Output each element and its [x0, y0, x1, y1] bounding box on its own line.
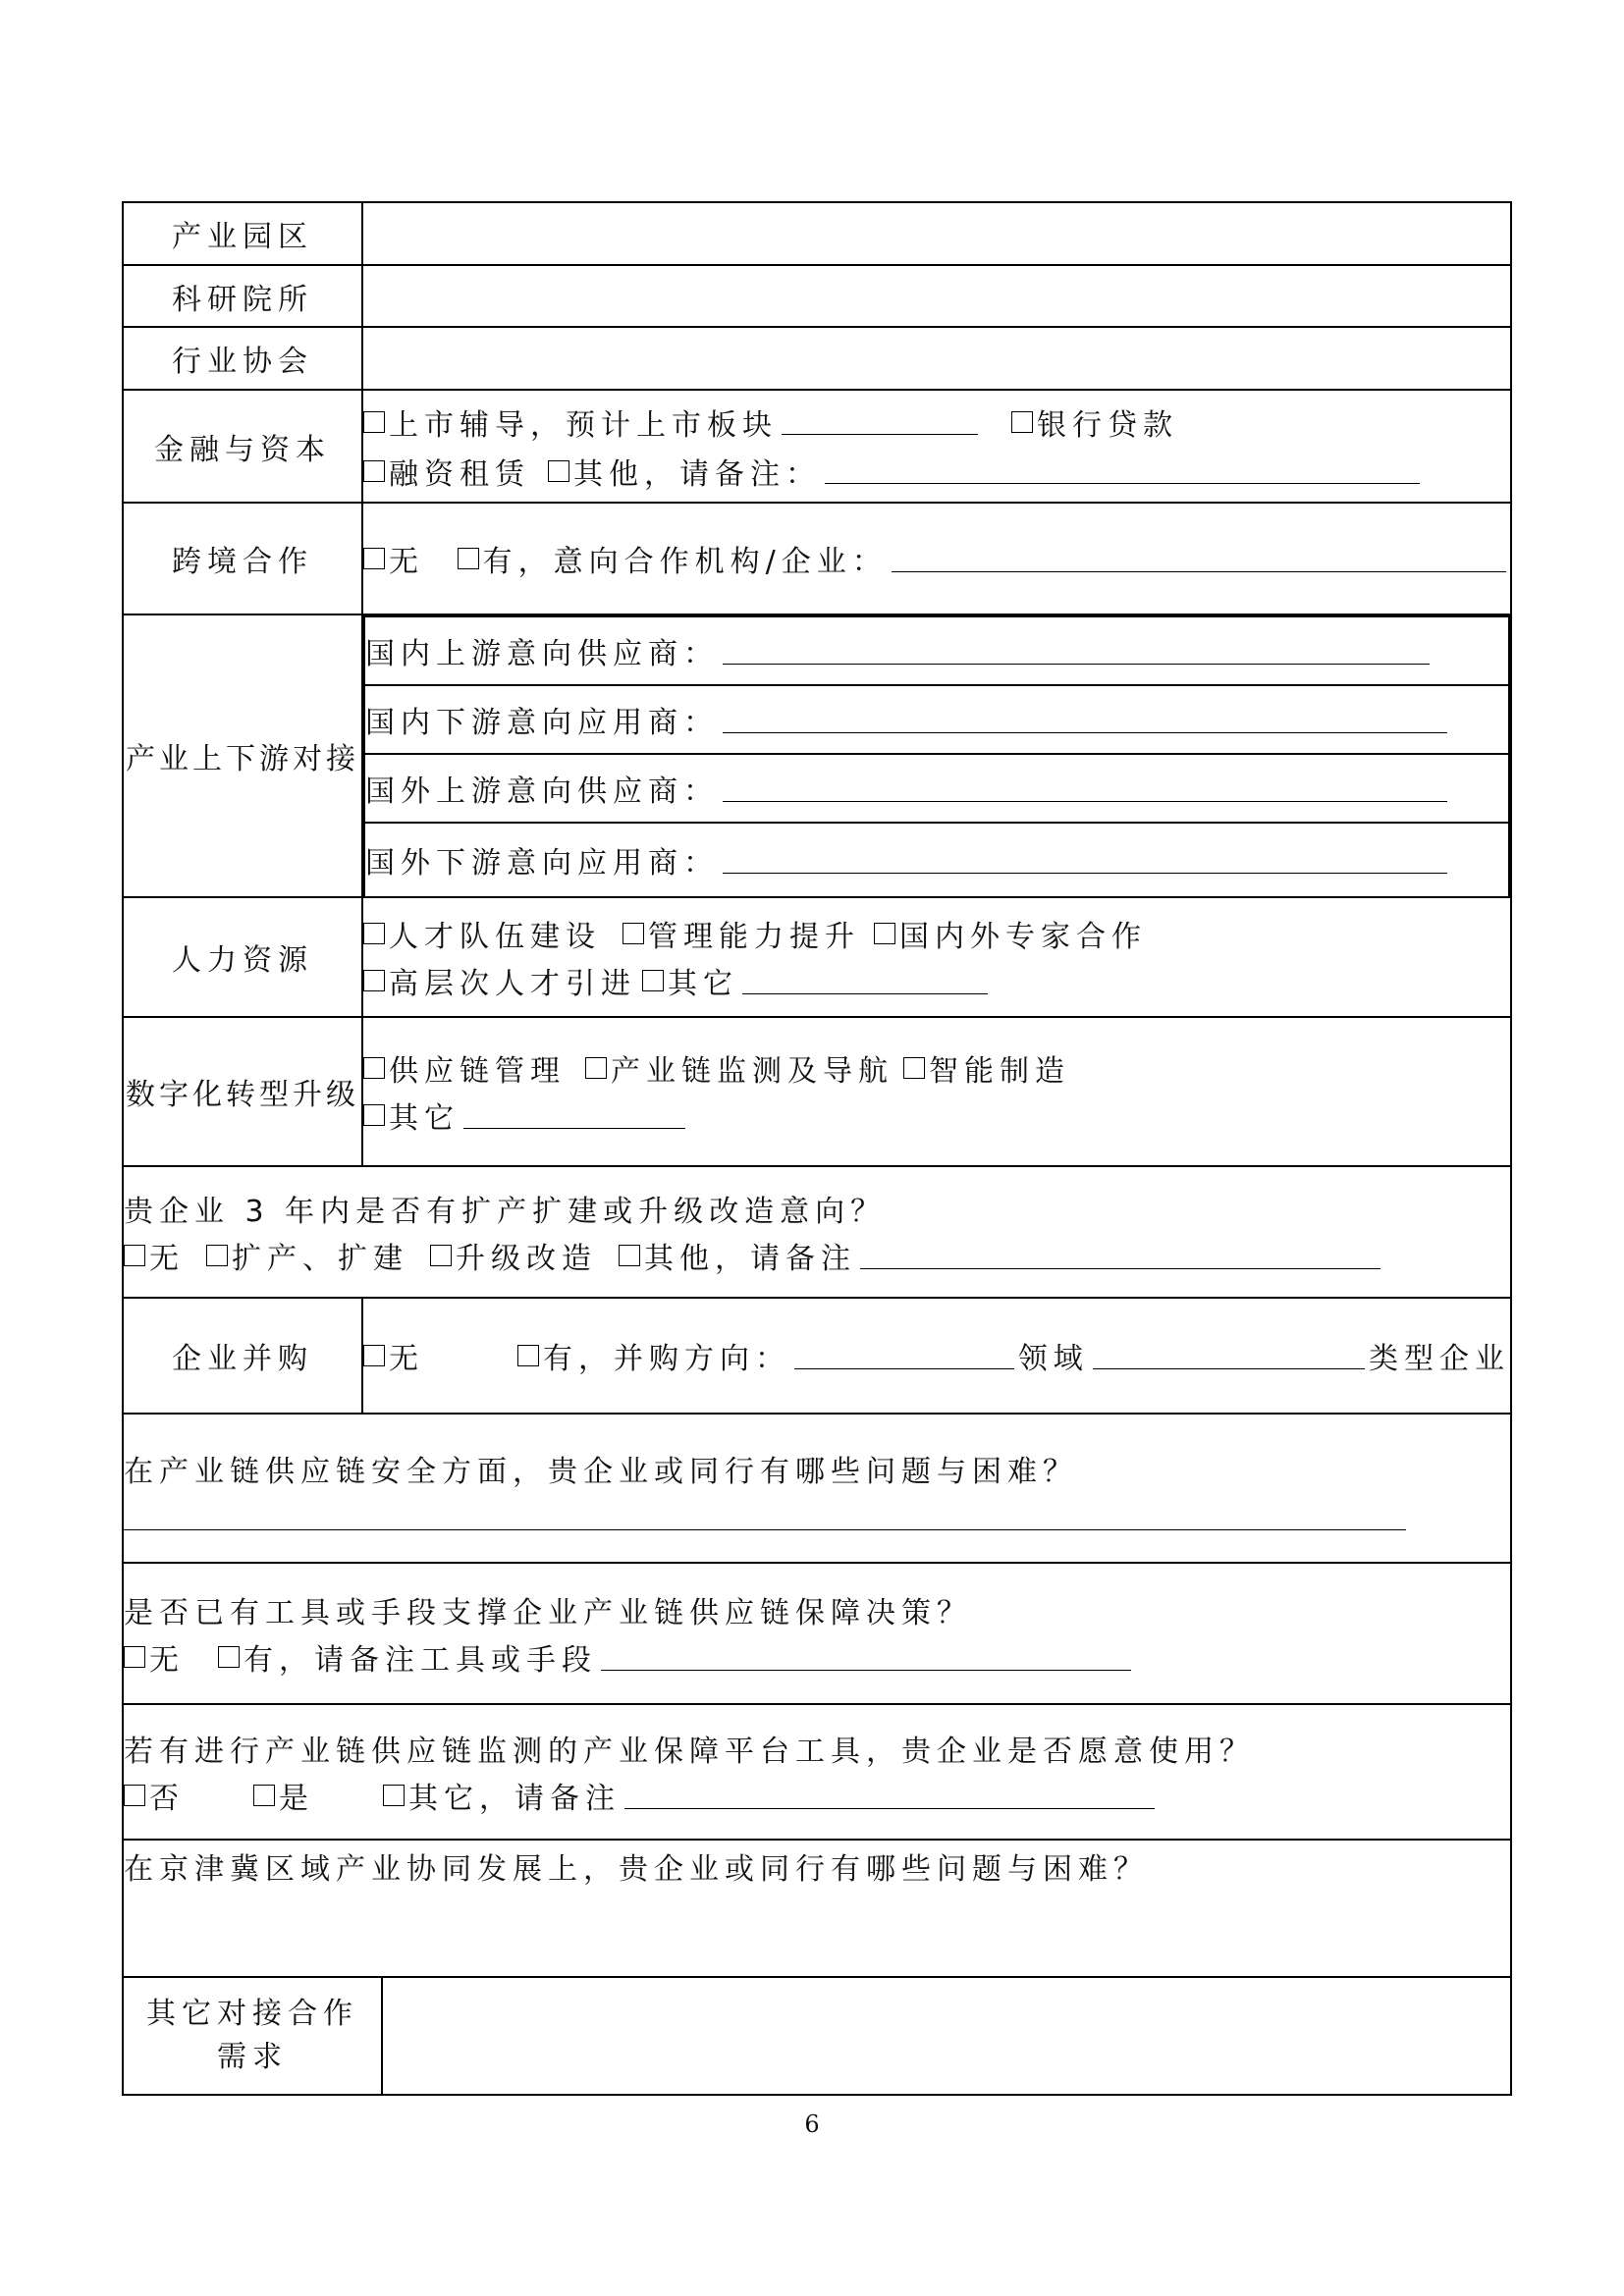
label-other-needs [123, 1977, 382, 2095]
checkbox-mna-none[interactable] [363, 1345, 385, 1366]
opt-hr-other: 其它 [668, 967, 738, 1001]
mna-type-label: 类型企业 [1369, 1342, 1510, 1376]
domestic-downstream-label: 国内下游意向应用商： [365, 706, 719, 740]
label-finance: 金融与资本 [123, 390, 362, 503]
row-industry-association [123, 327, 1511, 390]
row-research-institute [123, 265, 1511, 327]
opt-tools-none: 无 [149, 1643, 185, 1678]
blank-finance-other[interactable] [825, 457, 1420, 484]
blank-listing-board[interactable] [782, 408, 978, 435]
opt-finance-other: 其他，请备注： [573, 456, 821, 492]
checkbox-digital-smart[interactable] [903, 1057, 925, 1079]
opt-cross-none: 无 [389, 545, 424, 579]
opt-expansion-upgrade: 升级改造 [456, 1242, 597, 1276]
expansion-question: 贵企业 3 年内是否有扩产扩建或升级改造意向？ [124, 1195, 887, 1229]
opt-expansion-other: 其他，请备注 [644, 1242, 856, 1276]
checkbox-listing[interactable] [363, 411, 385, 433]
blank-tools[interactable] [601, 1644, 1131, 1671]
blank-hr-other[interactable] [742, 968, 988, 994]
row-supply-chain [123, 1414, 1511, 1563]
blank-digital-other[interactable] [463, 1102, 685, 1129]
row-industrial-park [123, 202, 1511, 265]
checkbox-bank-loan[interactable] [1011, 411, 1033, 433]
checkbox-expansion-upgrade[interactable] [430, 1245, 452, 1266]
opt-expansion-expand: 扩产、扩建 [232, 1242, 408, 1276]
supply-chain-question: 在产业链供应链安全方面，贵企业或同行有哪些问题与困难？ [124, 1454, 1078, 1489]
form-page [122, 201, 1512, 2096]
checkbox-leasing[interactable] [363, 460, 385, 482]
opt-digital-smart: 智能制造 [929, 1054, 1070, 1089]
checkbox-expansion-other[interactable] [619, 1245, 640, 1266]
blank-domestic-upstream[interactable] [723, 638, 1430, 665]
blank-supply-chain-answer[interactable] [124, 1504, 1406, 1530]
opt-digital-other: 其它 [389, 1101, 460, 1136]
checkbox-finance-other[interactable] [548, 460, 569, 482]
checkbox-hr-talent[interactable] [363, 970, 385, 991]
checkbox-hr-experts[interactable] [874, 923, 895, 944]
opt-hr-mgmt: 管理能力提升 [648, 920, 860, 954]
label-mna: 企业并购 [123, 1298, 362, 1414]
survey-table [122, 201, 1512, 2096]
row-upstream-downstream [123, 614, 1511, 897]
blank-mna-direction[interactable] [794, 1343, 1014, 1369]
checkbox-expansion-none[interactable] [124, 1245, 145, 1266]
row-platform [123, 1704, 1511, 1840]
opt-digital-scm: 供应链管理 [389, 1054, 566, 1089]
label-industrial-park: 产业园区 [123, 202, 362, 265]
row-cross-border [123, 503, 1511, 614]
opt-hr-experts: 国内外专家合作 [899, 920, 1147, 954]
opt-mna-none: 无 [389, 1342, 424, 1376]
checkbox-platform-other[interactable] [383, 1785, 405, 1806]
finance-options [362, 390, 1511, 503]
checkbox-platform-yes[interactable] [253, 1785, 275, 1806]
blank-platform-other[interactable] [624, 1783, 1155, 1809]
checkbox-digital-scm[interactable] [363, 1057, 385, 1079]
row-mna [123, 1298, 1511, 1414]
platform-question: 若有进行产业链供应链监测的产业保障平台工具，贵企业是否愿意使用？ [124, 1735, 1255, 1769]
opt-platform-other: 其它，请备注 [408, 1782, 621, 1816]
checkbox-expansion-expand[interactable] [206, 1245, 228, 1266]
label-industry-association: 行业协会 [123, 327, 362, 390]
row-digital [123, 1017, 1511, 1166]
foreign-upstream-label: 国外上游意向供应商： [365, 774, 719, 809]
checkbox-hr-team[interactable] [363, 923, 385, 944]
opt-expansion-none: 无 [149, 1242, 185, 1276]
checkbox-cross-yes[interactable] [458, 548, 479, 569]
opt-digital-monitor: 产业链监测及导航 [611, 1054, 893, 1089]
input-industrial-park[interactable] [362, 202, 1511, 265]
blank-expansion-other[interactable] [860, 1243, 1380, 1269]
foreign-downstream-label: 国外下游意向应用商： [365, 846, 719, 881]
other-needs-line2: 需求 [217, 2040, 288, 2074]
opt-listing: 上市辅导，预计上市板块 [389, 407, 778, 443]
row-jjj [123, 1840, 1511, 1977]
opt-hr-team: 人才队伍建设 [389, 920, 601, 954]
opt-leasing: 融资租赁 [389, 456, 530, 492]
blank-mna-field[interactable] [1093, 1343, 1365, 1369]
row-other-needs [123, 1977, 1511, 2095]
checkbox-digital-other[interactable] [363, 1104, 385, 1126]
opt-bank-loan: 银行贷款 [1037, 407, 1178, 443]
blank-cross-partner[interactable] [892, 546, 1506, 572]
checkbox-hr-other[interactable] [642, 970, 664, 991]
input-industry-association[interactable] [362, 327, 1511, 390]
checkbox-tools-yes[interactable] [218, 1646, 240, 1668]
label-hr: 人力资源 [123, 897, 362, 1017]
jjj-question: 在京津冀区域产业协同发展上，贵企业或同行有哪些问题与困难？ [124, 1852, 1149, 1887]
checkbox-platform-no[interactable] [124, 1785, 145, 1806]
label-upstream-downstream: 产业上下游对接 [123, 614, 362, 897]
label-cross-border: 跨境合作 [123, 503, 362, 614]
opt-platform-yes: 是 [279, 1782, 314, 1816]
input-research-institute[interactable] [362, 265, 1511, 327]
checkbox-digital-monitor[interactable] [585, 1057, 607, 1079]
checkbox-mna-yes[interactable] [517, 1345, 539, 1366]
label-research-institute: 科研院所 [123, 265, 362, 327]
opt-platform-no: 否 [149, 1782, 185, 1816]
upstream-lines [363, 615, 1510, 896]
domestic-upstream-label: 国内上游意向供应商： [365, 637, 719, 671]
mna-field-label: 领域 [1017, 1342, 1089, 1376]
row-expansion [123, 1166, 1511, 1298]
row-tools [123, 1563, 1511, 1704]
label-digital: 数字化转型升级 [123, 1017, 362, 1166]
input-other-needs[interactable] [382, 1977, 1511, 2095]
blank-foreign-upstream[interactable] [723, 775, 1447, 802]
page-number: 6 [804, 2110, 820, 2138]
checkbox-hr-mgmt[interactable] [623, 923, 644, 944]
opt-mna-yes: 有，并购方向： [543, 1342, 791, 1376]
checkbox-tools-none[interactable] [124, 1646, 145, 1668]
opt-cross-yes: 有，意向合作机构/企业： [482, 545, 888, 579]
tools-question: 是否已有工具或手段支撑企业产业链供应链保障决策？ [124, 1596, 972, 1630]
row-hr [123, 897, 1511, 1017]
other-needs-line1: 其它对接合作 [146, 1997, 358, 2031]
row-finance [123, 390, 1511, 503]
opt-tools-yes: 有，请备注工具或手段 [244, 1643, 597, 1678]
blank-domestic-downstream[interactable] [723, 707, 1447, 733]
checkbox-cross-none[interactable] [363, 548, 385, 569]
opt-hr-talent: 高层次人才引进 [389, 967, 636, 1001]
blank-foreign-downstream[interactable] [723, 847, 1447, 874]
